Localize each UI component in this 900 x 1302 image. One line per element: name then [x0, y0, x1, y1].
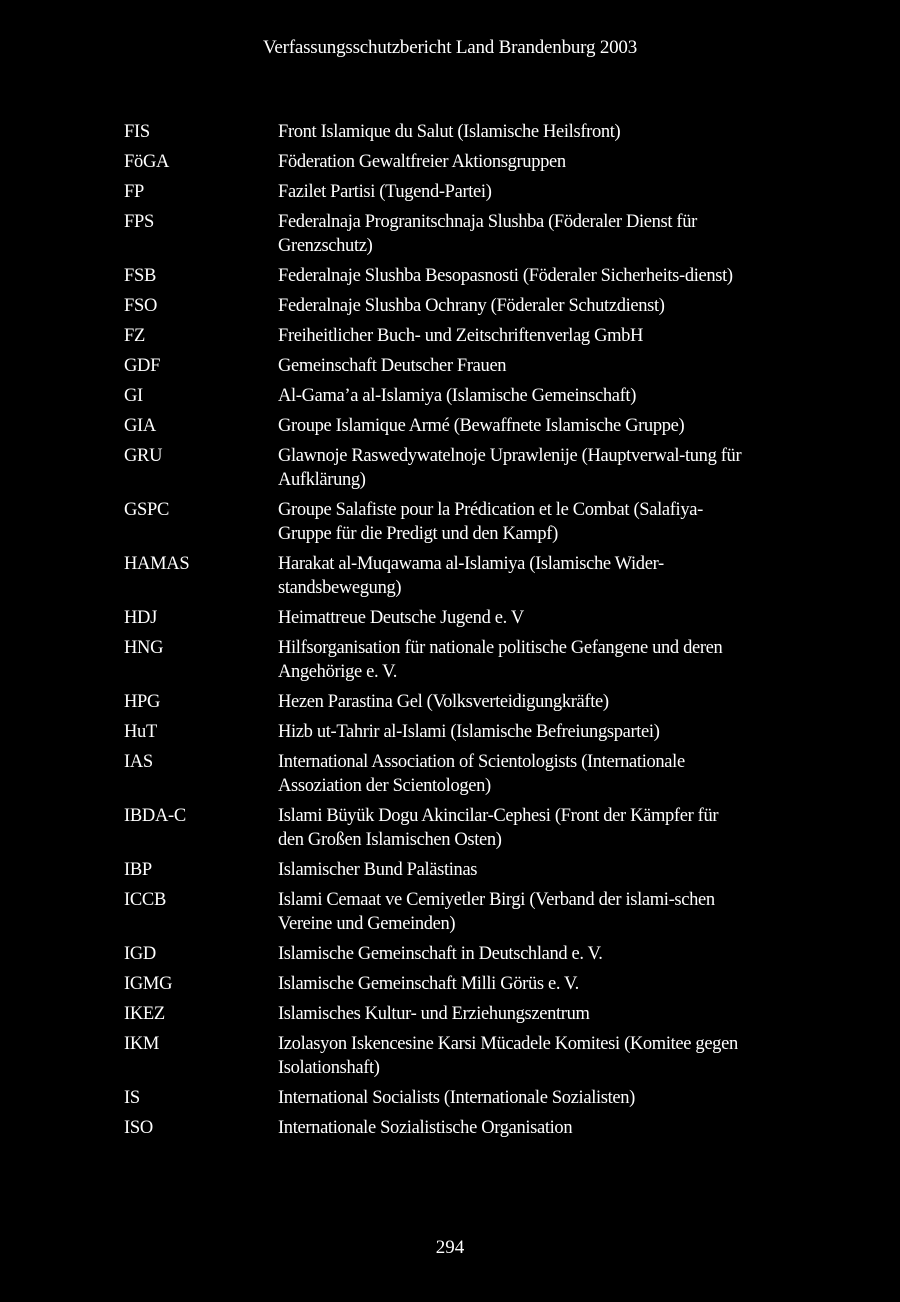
abbreviation: HuT: [124, 722, 158, 742]
abbreviation-glossary: [124, 120, 784, 1146]
abbreviation: HNG: [124, 638, 164, 658]
definition: Front Islamique du Salut (Islamische Heilsfront): [278, 122, 621, 142]
abbreviation: IAS: [124, 752, 153, 772]
page-number: 294: [435, 1237, 465, 1258]
definition: Föderation Gewaltfreier Aktionsgruppen: [278, 152, 566, 172]
definition: International Association of Scientologists (Internationale Assoziation der Scientologen): [278, 752, 685, 796]
abbreviation: IBDA-C: [124, 806, 186, 826]
abbreviation: HPG: [124, 692, 161, 712]
abbreviation: HDJ: [124, 608, 158, 628]
definition: Islami Cemaat ve Cemiyetler Birgi (Verband der islami-schen Vereine und Gemeinden): [278, 890, 715, 934]
abbreviation: FZ: [124, 326, 145, 346]
glossary-entry: [124, 858, 784, 882]
glossary-entry: [124, 264, 784, 288]
definition: Freiheitlicher Buch- und Zeitschriftenverlag GmbH: [278, 326, 644, 346]
definition: Fazilet Partisi (Tugend-Partei): [278, 182, 492, 202]
definition: Hilfsorganisation für nationale politische Gefangene und deren Angehörige e. V.: [278, 638, 723, 682]
glossary-entry: [124, 690, 784, 714]
abbreviation: IBP: [124, 860, 152, 880]
glossary-entry: [124, 1002, 784, 1026]
glossary-entry: [124, 120, 784, 144]
definition: Islamisches Kultur- und Erziehungszentrum: [278, 1004, 590, 1024]
definition: Gemeinschaft Deutscher Frauen: [278, 356, 507, 376]
definition: Harakat al-Muqawama al-Islamiya (Islamische Wider-standsbewegung): [278, 554, 664, 598]
abbreviation: IGD: [124, 944, 156, 964]
definition: Izolasyon Iskencesine Karsi Mücadele Komitesi (Komitee gegen Isolationshaft): [278, 1034, 738, 1078]
abbreviation: IGMG: [124, 974, 173, 994]
glossary-entry: [124, 888, 784, 936]
glossary-entry: [124, 324, 784, 348]
definition: Federalnaja Progranitschnaja Slushba (Föderaler Dienst für Grenzschutz): [278, 212, 697, 256]
abbreviation: ICCB: [124, 890, 166, 910]
definition: International Socialists (Internationale Sozialisten): [278, 1088, 635, 1108]
definition: Hezen Parastina Gel (Volksverteidigungkräfte): [278, 692, 609, 712]
abbreviation: FP: [124, 182, 144, 202]
definition: Islamische Gemeinschaft Milli Görüs e. V.: [278, 974, 579, 994]
abbreviation: GDF: [124, 356, 161, 376]
glossary-entry: [124, 720, 784, 744]
glossary-entry: [124, 1032, 784, 1080]
definition: Islamische Gemeinschaft in Deutschland e. V.: [278, 944, 603, 964]
glossary-entry: [124, 294, 784, 318]
glossary-entry: [124, 636, 784, 684]
abbreviation: FSO: [124, 296, 158, 316]
definition: Internationale Sozialistische Organisation: [278, 1118, 573, 1138]
glossary-entry: [124, 150, 784, 174]
definition: Glawnoje Raswedywatelnoje Uprawlenije (Hauptverwal-tung für Aufklärung): [278, 446, 742, 490]
glossary-entry: [124, 552, 784, 600]
abbreviation: FIS: [124, 122, 150, 142]
definition: Groupe Islamique Armé (Bewaffnete Islamische Gruppe): [278, 416, 685, 436]
glossary-entry: [124, 1116, 784, 1140]
definition: Hizb ut-Tahrir al-Islami (Islamische Befreiungspartei): [278, 722, 660, 742]
glossary-entry: [124, 444, 784, 492]
abbreviation: HAMAS: [124, 554, 190, 574]
abbreviation: GIA: [124, 416, 156, 436]
abbreviation: FöGA: [124, 152, 170, 172]
glossary-entry: [124, 804, 784, 852]
definition: Al-Gama’a al-Islamiya (Islamische Gemeinschaft): [278, 386, 637, 406]
abbreviation: GI: [124, 386, 143, 406]
glossary-entry: [124, 210, 784, 258]
abbreviation: GSPC: [124, 500, 170, 520]
definition: Heimattreue Deutsche Jugend e. V: [278, 608, 524, 628]
page-header: Verfassungsschutzbericht Land Brandenburg 2003: [262, 37, 638, 58]
glossary-entry: [124, 750, 784, 798]
glossary-entry: [124, 972, 784, 996]
abbreviation: IKEZ: [124, 1004, 165, 1024]
abbreviation: GRU: [124, 446, 163, 466]
definition: Federalnaje Slushba Ochrany (Föderaler Schutzdienst): [278, 296, 665, 316]
definition: Federalnaje Slushba Besopasnosti (Föderaler Sicherheits-dienst): [278, 266, 733, 286]
abbreviation: IKM: [124, 1034, 160, 1054]
glossary-entry: [124, 354, 784, 378]
abbreviation: FSB: [124, 266, 157, 286]
abbreviation: IS: [124, 1088, 140, 1108]
abbreviation: ISO: [124, 1118, 153, 1138]
glossary-entry: [124, 1086, 784, 1110]
glossary-entry: [124, 384, 784, 408]
glossary-entry: [124, 180, 784, 204]
definition: Islami Büyük Dogu Akincilar-Cephesi (Front der Kämpfer für den Großen Islamischen Osten): [278, 806, 719, 850]
glossary-entry: [124, 942, 784, 966]
glossary-entry: [124, 414, 784, 438]
definition: Groupe Salafiste pour la Prédication et le Combat (Salafiya-Gruppe für die Predigt und den Kampf): [278, 500, 703, 544]
abbreviation: FPS: [124, 212, 154, 232]
glossary-entry: [124, 498, 784, 546]
definition: Islamischer Bund Palästinas: [278, 860, 478, 880]
glossary-entry: [124, 606, 784, 630]
